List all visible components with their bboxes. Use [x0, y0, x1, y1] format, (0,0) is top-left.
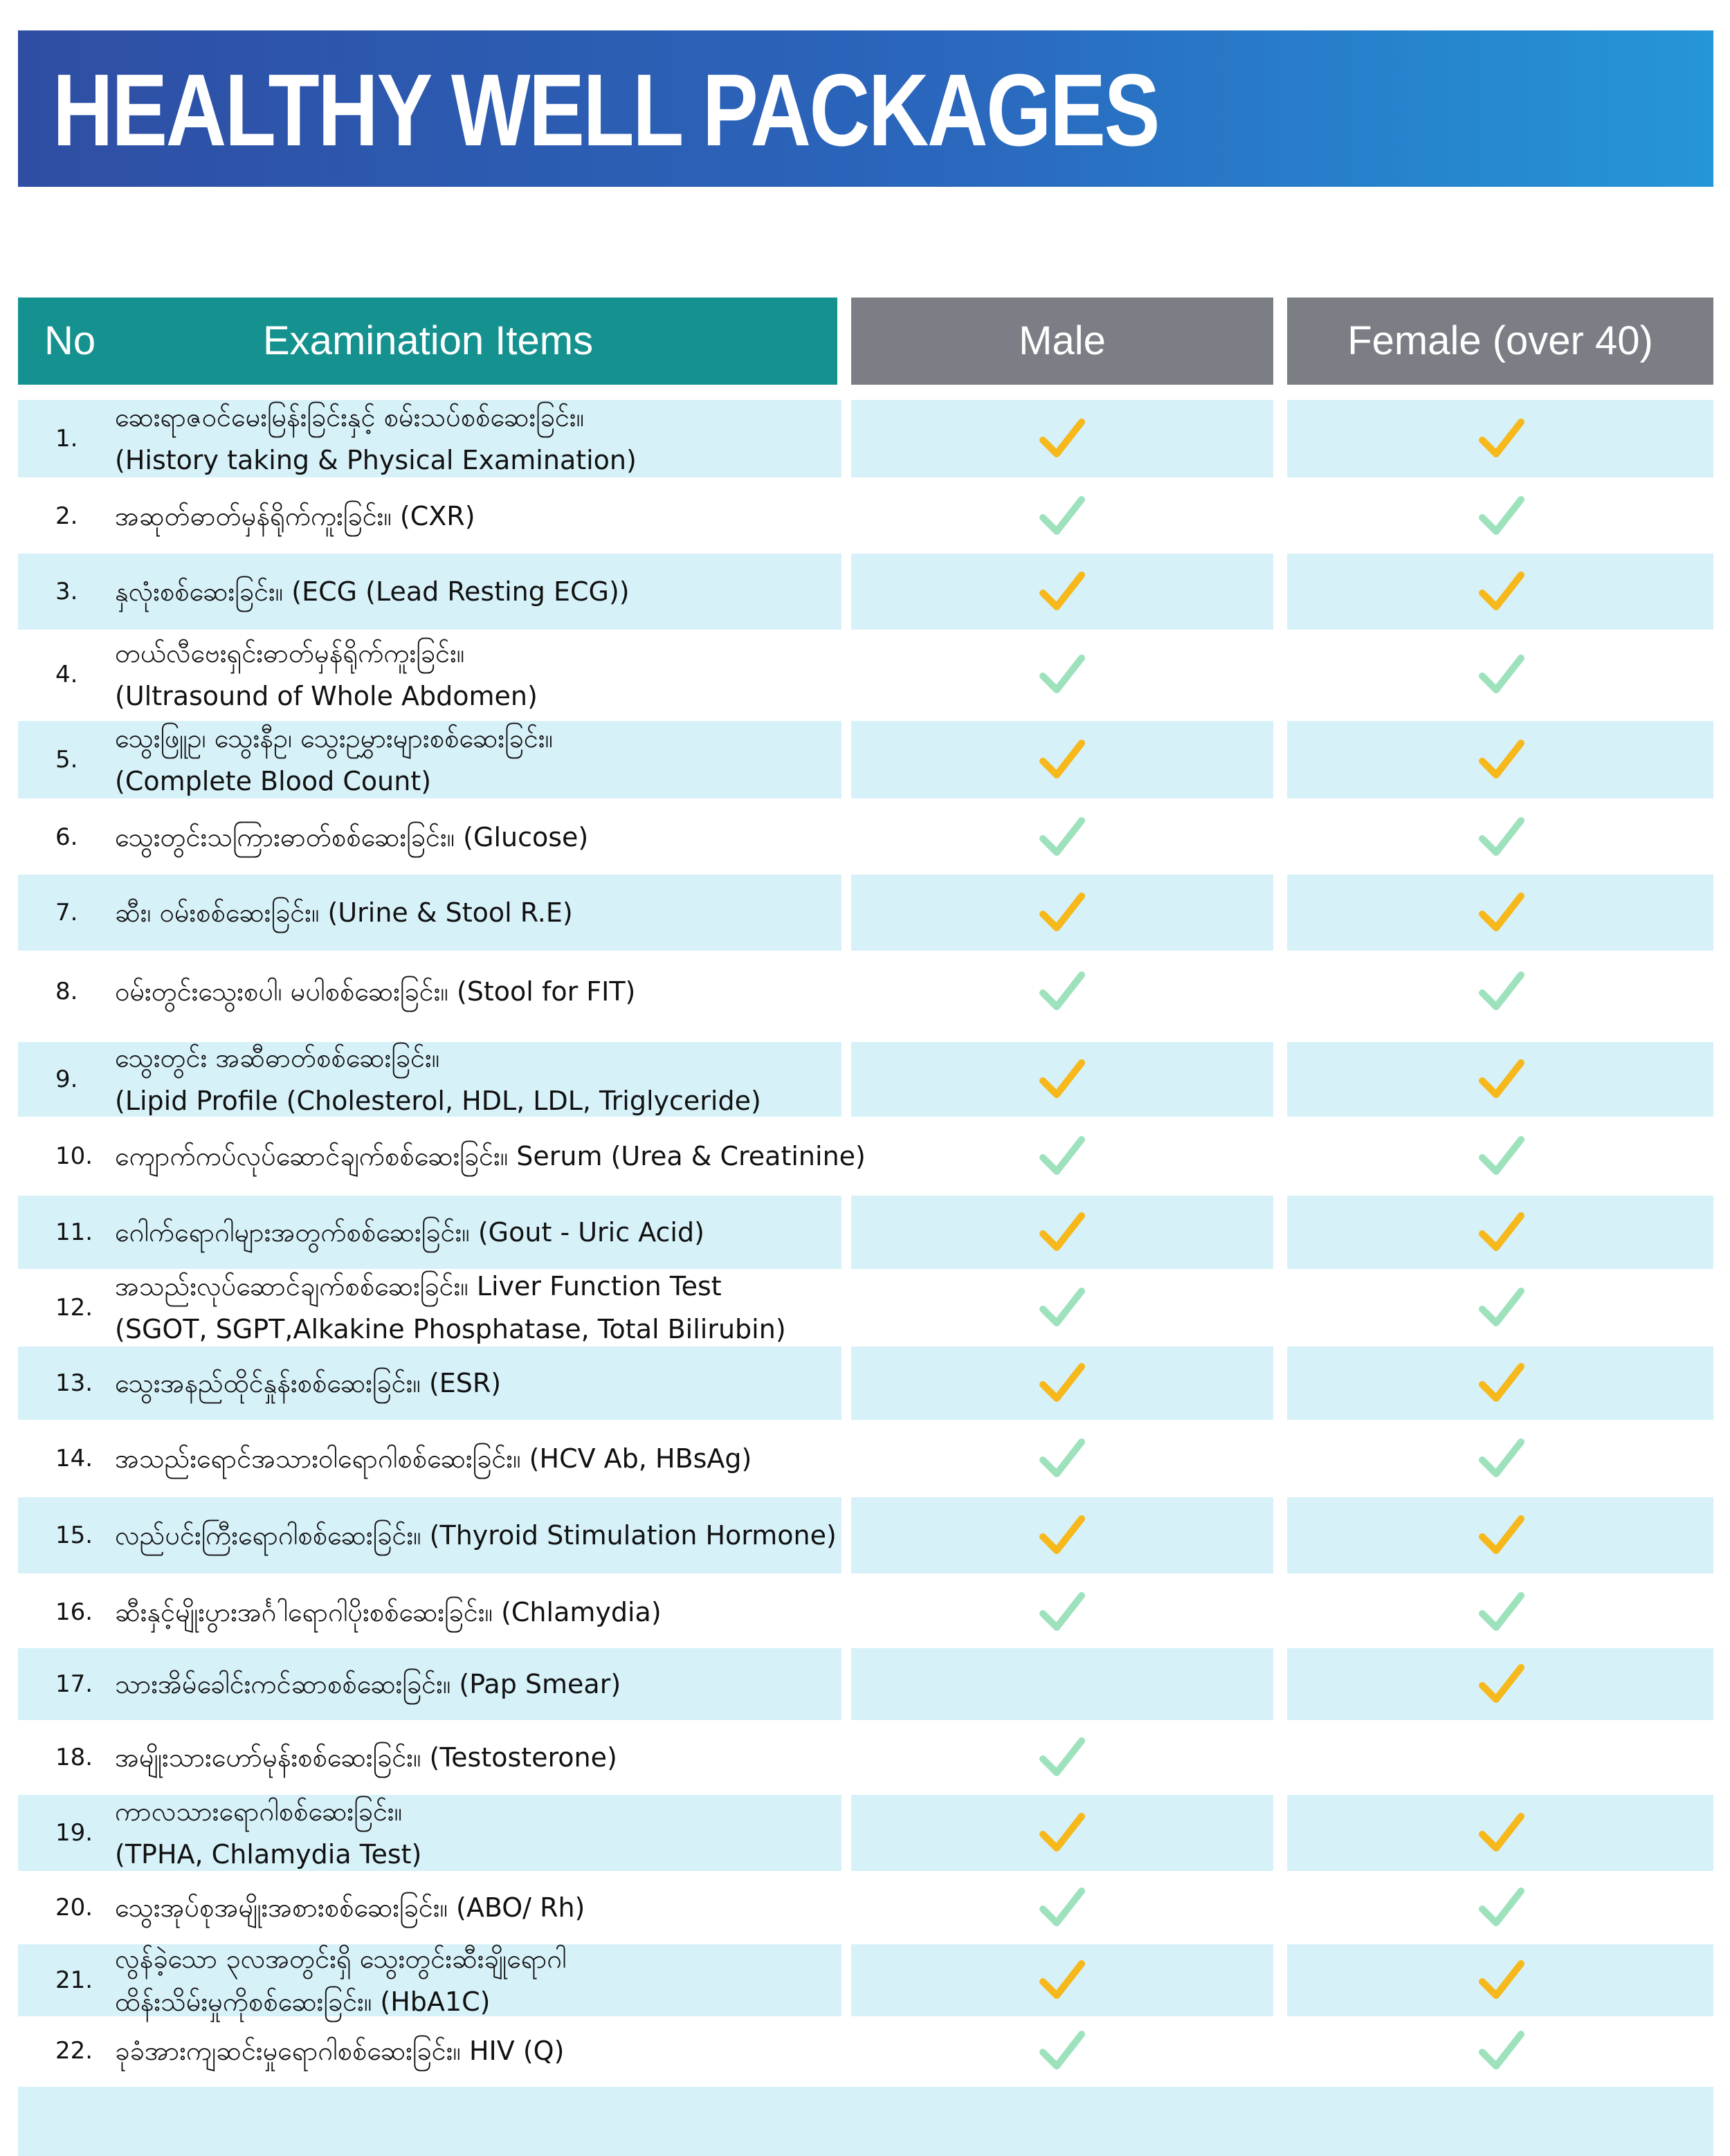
checkmark-icon [1475, 648, 1528, 701]
examination-item-line: (Lipid Profile (Cholesterol, HDL, LDL, Triglyceride) [115, 1086, 761, 1116]
examination-item-line: ခုခံအားကျဆင်းမှုရောဂါစစ်ဆေးခြင်း။ HIV (Q) [115, 2036, 565, 2066]
checkmark-icon [1475, 1658, 1528, 1710]
checkmark-icon [1036, 565, 1089, 618]
checkmark-icon [1036, 648, 1089, 701]
table-row [0, 1720, 1730, 1795]
table-row [0, 721, 1730, 798]
examination-item-line: နှလုံးစစ်ဆေးခြင်း။ (ECG (Lead Resting ECG)) [115, 576, 630, 607]
row-number: 14. [55, 1445, 93, 1472]
table-row [0, 2016, 1730, 2085]
examination-item [115, 970, 841, 1013]
examination-item [115, 1736, 841, 1779]
table-row [0, 477, 1730, 555]
checkmark-icon [1036, 1509, 1089, 1562]
examination-item-line: သားအိမ်ခေါင်းကင်ဆာစစ်ဆေးခြင်း။ (Pap Smear) [115, 1669, 621, 1699]
row-number: 5. [55, 746, 78, 774]
examination-item [115, 1886, 841, 1929]
checkmark-icon [1475, 1509, 1528, 1562]
checkmark-icon [1475, 1130, 1528, 1182]
table-row [0, 630, 1730, 720]
checkmark-icon [1036, 886, 1089, 939]
examination-item [115, 816, 841, 859]
examination-item-line: လည်ပင်းကြီးရောဂါစစ်ဆေးခြင်း။ (Thyroid Stimulation Hormone) [115, 1520, 837, 1551]
table-row [0, 1117, 1730, 1196]
checkmark-icon [1475, 1954, 1528, 2007]
checkmark-icon [1036, 1206, 1089, 1259]
table-row [0, 952, 1730, 1031]
table-row [0, 1042, 1730, 1117]
examination-item-line: ထိန်းသိမ်းမှုကိုစစ်ဆေးခြင်း။ (HbA1C) [115, 1986, 491, 2017]
row-number: 17. [55, 1670, 93, 1698]
row-number: 10. [55, 1142, 93, 1170]
row-number: 11. [55, 1218, 93, 1246]
examination-item-line: သွေးတွင်းသကြားဓာတ်စစ်ဆေးခြင်း။ (Glucose) [115, 822, 589, 852]
examination-item [115, 1362, 841, 1405]
checkmark-icon [1475, 886, 1528, 939]
checkmark-icon [1475, 1206, 1528, 1259]
checkmark-icon [1036, 1357, 1089, 1409]
table-row [0, 554, 1730, 630]
checkmark-icon [1475, 1807, 1528, 1859]
checkmark-icon [1475, 811, 1528, 864]
examination-item [115, 396, 841, 482]
examination-item-line: (Ultrasound of Whole Abdomen) [115, 681, 538, 711]
row-number: 1. [55, 425, 78, 453]
checkmark-icon [1036, 1731, 1089, 1784]
examination-item [115, 1265, 841, 1351]
checkmark-icon [1036, 1130, 1089, 1182]
checkmark-icon [1475, 1881, 1528, 1934]
table-row [0, 400, 1730, 477]
footer-band [18, 2087, 1713, 2156]
examination-item [115, 891, 841, 934]
checkmark-icon [1475, 965, 1528, 1018]
row-number: 2. [55, 502, 78, 530]
row-number: 19. [55, 1819, 93, 1847]
checkmark-icon [1475, 1432, 1528, 1485]
table-row [0, 1648, 1730, 1720]
examination-item-line: အသည်းလုပ်ဆောင်ချက်စစ်ဆေးခြင်း။ Liver Function Test [115, 1271, 722, 1301]
checkmark-icon [1475, 1281, 1528, 1334]
checkmark-icon [1036, 1954, 1089, 2007]
table-row [0, 1497, 1730, 1573]
examination-item [115, 1591, 841, 1634]
examination-item [115, 632, 841, 718]
row-number: 16. [55, 1598, 93, 1626]
table-row [0, 1196, 1730, 1269]
examination-item [115, 495, 841, 538]
checkmark-icon [1475, 565, 1528, 618]
examination-item-line: အဆုတ်ဓာတ်မှန်ရိုက်ကူးခြင်း။ (CXR) [115, 501, 475, 531]
row-number: 8. [55, 978, 78, 1005]
checkmark-icon [1475, 490, 1528, 542]
row-number: 18. [55, 1744, 93, 1771]
row-stripe [851, 1648, 1273, 1720]
row-number: 9. [55, 1066, 78, 1093]
checkmark-icon [1036, 2025, 1089, 2077]
examination-item [115, 2029, 841, 2072]
row-number: 20. [55, 1894, 93, 1921]
examination-item [115, 1437, 841, 1480]
examination-item-line: (SGOT, SGPT,Alkakine Phosphatase, Total Bilirubin) [115, 1314, 786, 1344]
examination-item [115, 1937, 841, 2023]
page-title: HEALTHY WELL PACKAGES [53, 53, 1159, 167]
checkmark-icon [1036, 811, 1089, 864]
examination-item-line: ကာလသားရောဂါစစ်ဆေးခြင်း။ [115, 1796, 403, 1827]
table-row [0, 1795, 1730, 1871]
examination-item [115, 570, 841, 613]
examination-item-line: အသည်းရောင်အသားဝါရောဂါစစ်ဆေးခြင်း။ (HCV Ab, HBsAg) [115, 1443, 752, 1474]
table-row [0, 798, 1730, 876]
row-number: 21. [55, 1966, 93, 1994]
checkmark-icon [1036, 1807, 1089, 1859]
checkmark-icon [1036, 1432, 1089, 1485]
table-row [0, 1573, 1730, 1651]
examination-item [115, 1663, 841, 1706]
examination-item-line: ကျောက်ကပ်လုပ်ဆောင်ချက်စစ်ဆေးခြင်း။ Serum (Urea & Creatinine) [115, 1141, 866, 1171]
row-number: 4. [55, 661, 78, 688]
table-row [0, 875, 1730, 951]
checkmark-icon [1036, 1881, 1089, 1934]
examination-item [115, 1790, 841, 1876]
examination-item-line: သွေးတွင်း အဆီဓာတ်စစ်ဆေးခြင်း။ [115, 1043, 440, 1073]
checkmark-icon [1036, 1053, 1089, 1106]
examination-item [115, 1036, 841, 1122]
examination-item-line: ဆီး၊ ဝမ်းစစ်ဆေးခြင်း။ (Urine & Stool R.E) [115, 897, 573, 928]
examination-item-line: (Complete Blood Count) [115, 766, 432, 796]
checkmark-icon [1475, 1586, 1528, 1638]
header-items-label: Examination Items [263, 318, 594, 363]
examination-item-line: သွေးဖြူဥ၊ သွေးနီဥ၊ သွေးဥမွှားများစစ်ဆေးခြင်း။ [115, 723, 553, 753]
examination-item-line: အမျိုးသားဟော်မုန်းစစ်ဆေးခြင်း။ (Testosterone) [115, 1742, 617, 1773]
table-row [0, 1420, 1730, 1497]
checkmark-icon [1475, 412, 1528, 465]
examination-item-line: လွန်ခဲ့သော ၃လအတွင်းရှိ သွေးတွင်းဆီးချိုရောဂါ [115, 1944, 567, 1974]
header-female-label: Female (over 40) [1347, 318, 1653, 363]
examination-item [115, 1211, 841, 1254]
table-row [0, 1871, 1730, 1944]
row-number: 12. [55, 1294, 93, 1322]
examination-item-line: ဆီးနှင့်မျိုးပွားအင်္ဂါရောဂါပိုးစစ်ဆေးခြင်း။ (Chlamydia) [115, 1597, 662, 1627]
checkmark-icon [1475, 2025, 1528, 2077]
checkmark-icon [1475, 1357, 1528, 1409]
checkmark-icon [1036, 490, 1089, 542]
checkmark-icon [1036, 412, 1089, 465]
checkmark-icon [1036, 965, 1089, 1018]
examination-item-line: (History taking & Physical Examination) [115, 445, 637, 475]
checkmark-icon [1475, 1053, 1528, 1106]
table-row [0, 1346, 1730, 1420]
header-male-label: Male [1019, 318, 1106, 363]
examination-item-line: ဂေါက်ရောဂါများအတွက်စစ်ဆေးခြင်း။ (Gout - Uric Acid) [115, 1217, 704, 1248]
row-number: 3. [55, 578, 78, 605]
examination-item [115, 1135, 866, 1178]
examination-item-line: သွေးအုပ်စုအမျိုးအစားစစ်ဆေးခြင်း။ (ABO/ Rh) [115, 1892, 585, 1923]
row-number: 6. [55, 823, 78, 851]
examination-item-line: ဆေးရာဇဝင်မေးမြန်းခြင်းနှင့် စမ်းသပ်စစ်ဆေးခြင်း။ [115, 402, 585, 432]
header-no-label: No [44, 318, 96, 363]
checkmark-icon [1475, 733, 1528, 786]
row-number: 15. [55, 1522, 93, 1549]
examination-item [115, 717, 841, 803]
table-row [0, 1944, 1730, 2016]
row-number: 7. [55, 899, 78, 926]
examination-item-line: တယ်လီဗေးရှင်းဓာတ်မှန်ရိုက်ကူးခြင်း။ [115, 638, 465, 668]
examination-item-line: (TPHA, Chlamydia Test) [115, 1839, 422, 1870]
checkmark-icon [1036, 1586, 1089, 1638]
table-row [0, 1269, 1730, 1346]
row-number: 13. [55, 1369, 93, 1397]
row-number: 22. [55, 2037, 93, 2065]
examination-item-line: ဝမ်းတွင်းသွေးစပါ၊ မပါစစ်ဆေးခြင်း။ (Stool for FIT) [115, 976, 636, 1007]
examination-item-line: သွေးအနည်ထိုင်နှုန်းစစ်ဆေးခြင်း။ (ESR) [115, 1368, 502, 1398]
checkmark-icon [1036, 1281, 1089, 1334]
checkmark-icon [1036, 733, 1089, 786]
examination-item [115, 1514, 841, 1557]
